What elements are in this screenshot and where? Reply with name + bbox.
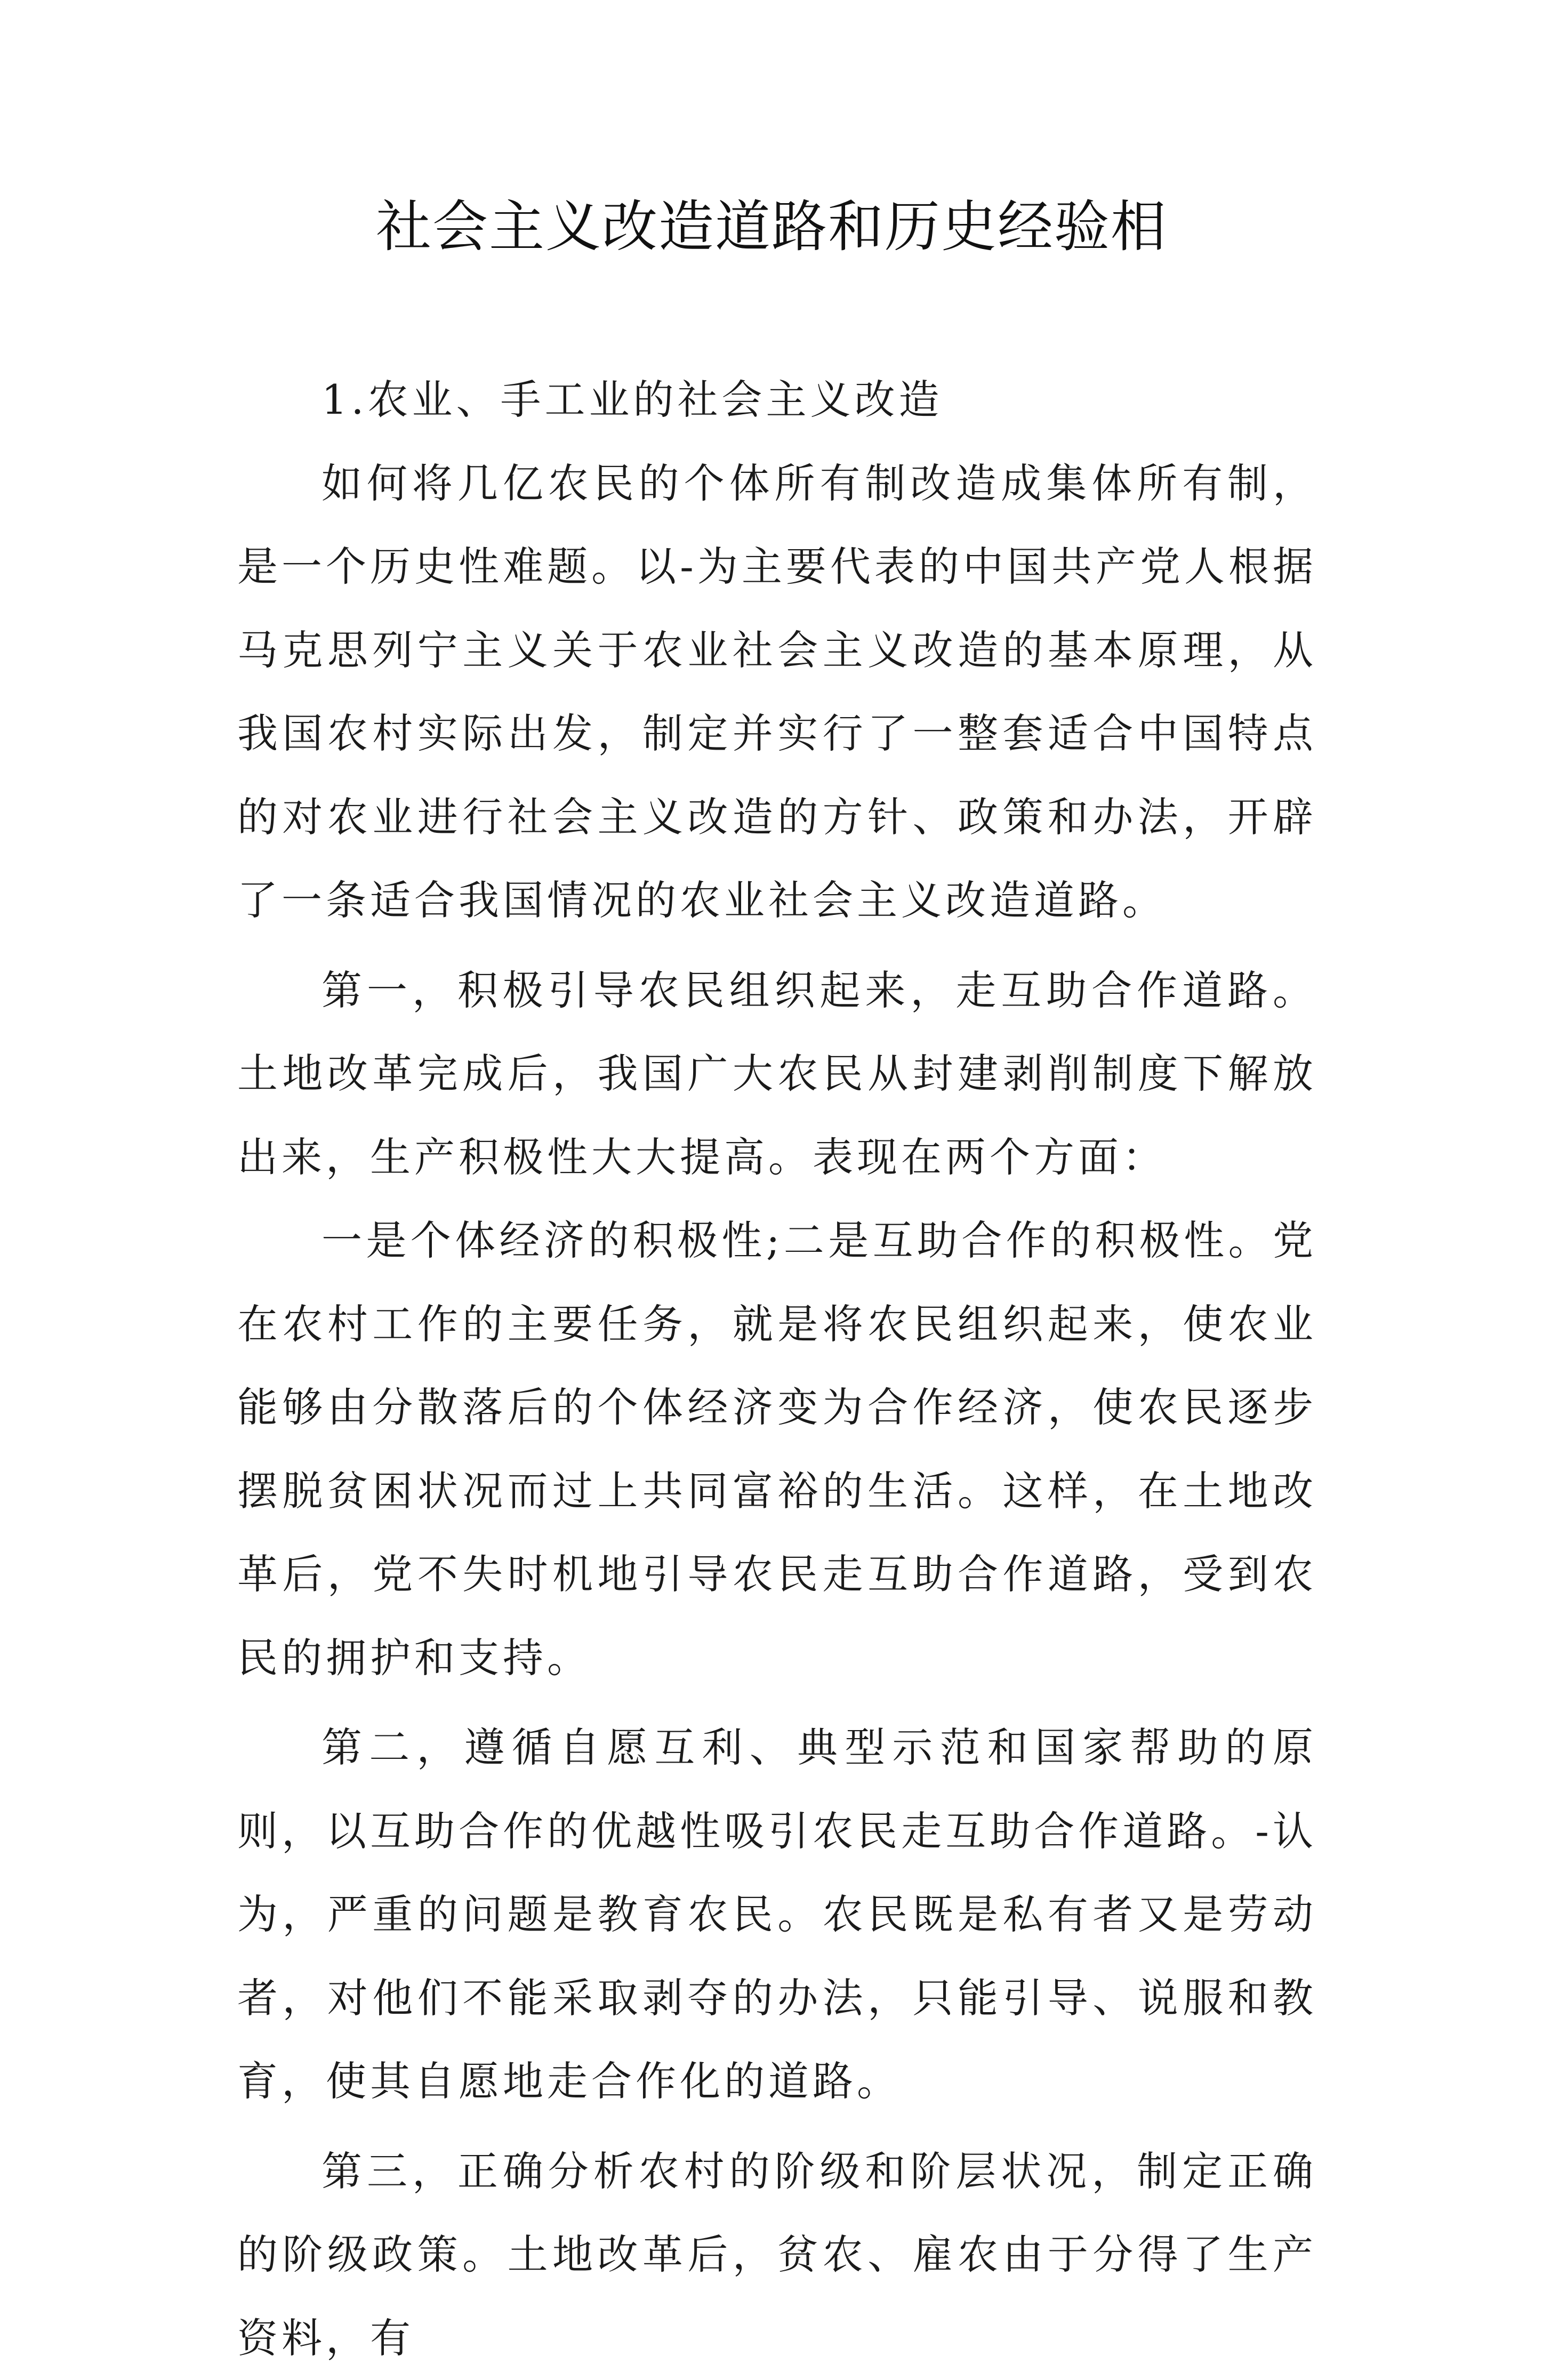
paragraph: 第一，积极引导农民组织起来，走互助合作道路。土地改革完成后，我国广大农民从封建剥削制度下解放出来，生产积极性大大提高。表现在两个方面：	[237, 949, 1317, 1200]
document-title: 社会主义改造道路和历史经验相	[0, 189, 1543, 264]
section-heading: 1.农业、手工业的社会主义改造	[237, 358, 1317, 442]
document-body	[237, 358, 1317, 2380]
paragraph: 如何将几亿农民的个体所有制改造成集体所有制，是一个历史性难题。以-为主要代表的中国共产党人根据马克思列宁主义关于农业社会主义改造的基本原理，从我国农村实际出发，制定并实行了一整套适合中国特点的对农业进行社会主义改造的方针、政策和办法，开辟了一条适合我国情况的农业社会主义改造道路。	[237, 442, 1317, 943]
paragraph: 一是个体经济的积极性;二是互助合作的积极性。党在农村工作的主要任务，就是将农民组织起来，使农业能够由分散落后的个体经济变为合作经济，使农民逐步摆脱贫困状况而过上共同富裕的生活。这样，在土地改革后，党不失时机地引导农民走互助合作道路，受到农民的拥护和支持。	[237, 1199, 1317, 1700]
paragraph: 第二，遵循自愿互利、典型示范和国家帮助的原则，以互助合作的优越性吸引农民走互助合作道路。-认为，严重的问题是教育农民。农民既是私有者又是劳动者，对他们不能采取剥夺的办法，只能引导、说服和教育，使其自愿地走合作化的道路。	[237, 1706, 1317, 2124]
paragraph: 第三，正确分析农村的阶级和阶层状况，制定正确的阶级政策。土地改革后，贫农、雇农由于分得了生产资料，有	[237, 2130, 1317, 2380]
